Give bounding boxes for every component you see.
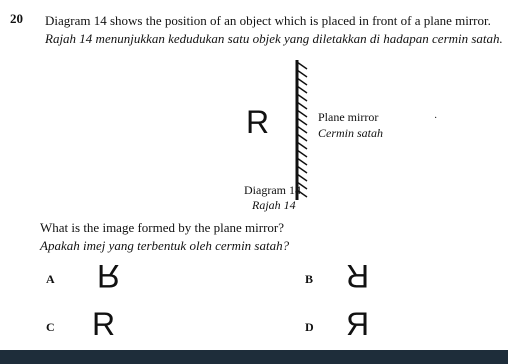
question-stem-en: Diagram 14 shows the position of an object which is placed in front of a plane mirror. [45,13,491,28]
prompt-en: What is the image formed by the plane mirror? [40,220,285,235]
prompt-ms: Apakah imej yang terbentuk oleh cermin satah? [40,238,290,253]
option-d-glyph[interactable] [346,308,369,340]
option-d-glyph-text: R [346,306,370,342]
bottom-bar [0,350,508,364]
mirror-label-ms: Cermin satah [318,126,384,140]
stray-dot: · [434,113,438,124]
option-b-glyph[interactable] [346,260,369,292]
diagram-title-en: Diagram 14 [244,183,301,197]
object-letter: R [246,104,270,140]
option-c-glyph[interactable] [92,308,115,340]
option-b-letter[interactable]: B [305,272,314,286]
option-d-letter[interactable]: D [305,320,314,334]
diagram-title-ms: Rajah 14 [252,198,296,212]
plane-mirror [287,60,311,200]
option-a-glyph[interactable] [97,260,120,292]
option-a-letter[interactable]: A [46,272,55,286]
question-stem-ms: Rajah 14 menunjukkan kedudukan satu objek yang diletakkan di hadapan cermin satah. [45,31,503,46]
option-c-letter[interactable]: C [46,320,55,334]
mirror-label-en: Plane mirror [318,110,379,124]
option-c-glyph-text: R [92,306,116,342]
question-number: 20 [10,11,23,26]
option-a-glyph-text: R [97,258,121,294]
option-b-glyph-text: R [346,258,370,294]
